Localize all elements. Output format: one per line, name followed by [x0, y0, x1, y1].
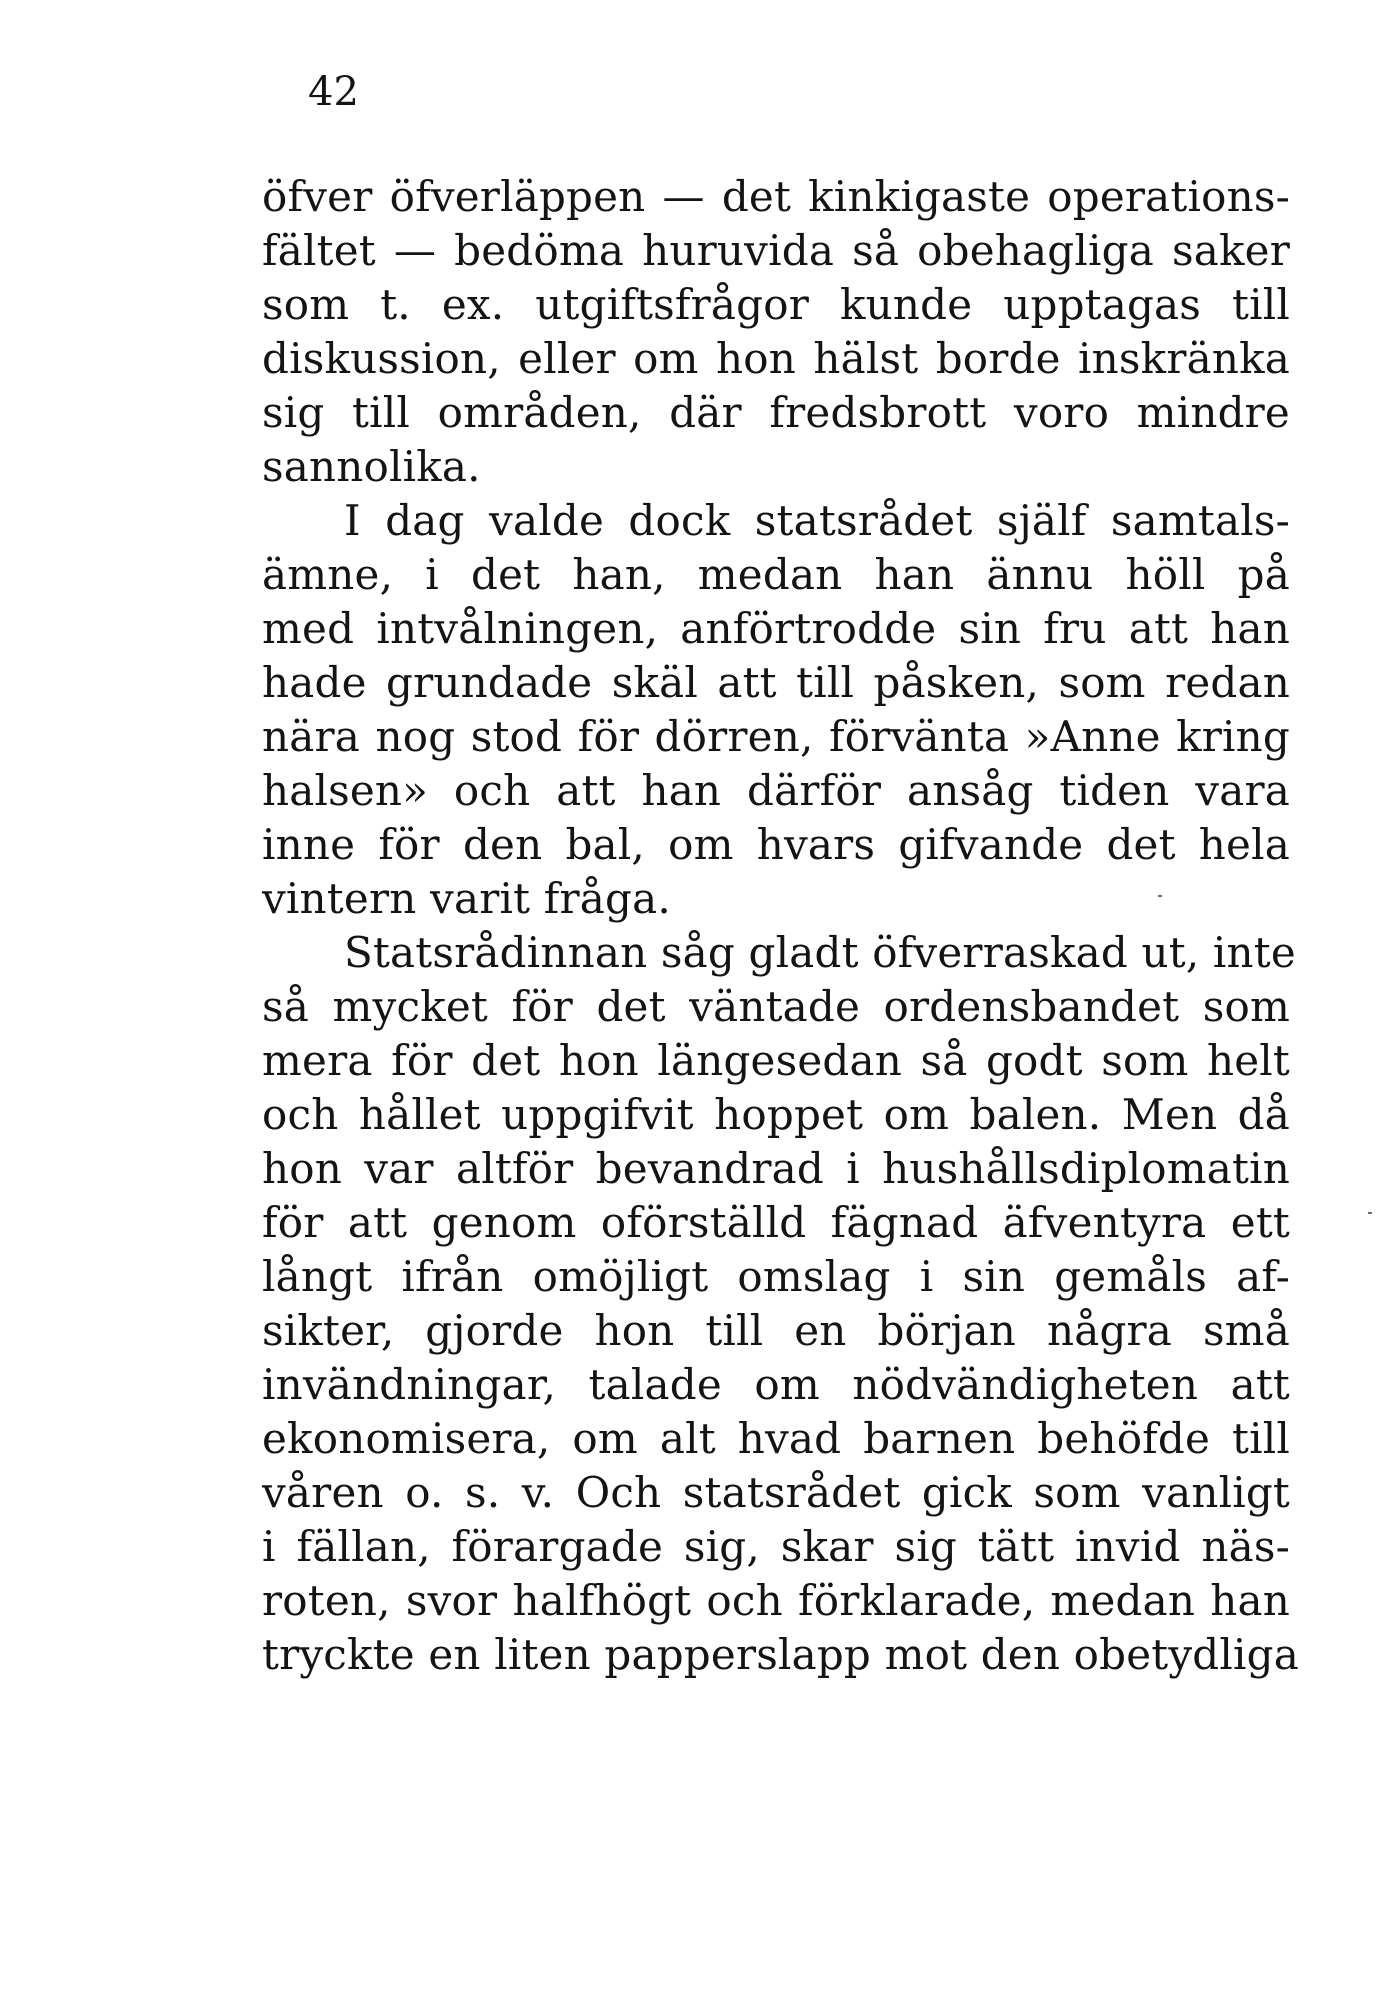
text-line: som t. ex. utgiftsfrågor kunde upptagas till [262, 280, 1290, 329]
text-line: sannolika. [262, 442, 481, 491]
text-line: så mycket för det väntade ordensbandet som [262, 982, 1290, 1031]
text-line: våren o. s. v. Och statsrådet gick som vanligt [262, 1468, 1290, 1517]
text-line: halsen» och att han därför ansåg tiden vara [262, 766, 1290, 815]
text-line: och hållet uppgifvit hoppet om balen. Men då [262, 1090, 1290, 1139]
text-line: hon var altför bevandrad i hushållsdiplomatin [262, 1144, 1290, 1193]
text-line: fältet — bedöma huruvida så obehagliga saker [262, 226, 1290, 275]
text-line: sikter, gjorde hon till en början några små [262, 1306, 1290, 1355]
text-line: i fällan, förargade sig, skar sig tätt invid näs- [262, 1522, 1290, 1571]
text-line: öfver öfverläppen — det kinkigaste operations- [262, 172, 1290, 221]
text-line: med intvålningen, anförtrodde sin fru att han [262, 604, 1290, 653]
text-line: hade grundade skäl att till påsken, som redan [262, 658, 1290, 707]
text-line: för att genom oförställd fägnad äfventyra ett [262, 1198, 1290, 1247]
text-line: Statsrådinnan såg gladt öfverraskad ut, inte [344, 928, 1296, 977]
text-line: diskussion, eller om hon hälst borde inskränka [262, 334, 1290, 383]
text-line: ekonomisera, om alt hvad barnen behöfde till [262, 1414, 1290, 1463]
text-line: roten, svor halfhögt och förklarade, medan han [262, 1576, 1290, 1625]
print-speck [1368, 1212, 1372, 1214]
text-line: sig till områden, där fredsbrott voro mindre [262, 388, 1290, 437]
text-line: invändningar, talade om nödvändigheten att [262, 1360, 1290, 1409]
text-line: nära nog stod för dörren, förvänta »Anne kring [262, 712, 1290, 761]
page-number: 42 [308, 69, 359, 115]
text-line: långt ifrån omöjligt omslag i sin gemåls af- [262, 1252, 1290, 1301]
text-line: ämne, i det han, medan han ännu höll på [262, 550, 1290, 599]
text-line: inne för den bal, om hvars gifvande det hela [262, 820, 1290, 869]
text-line: tryckte en liten papperslapp mot den obetydliga [262, 1630, 1299, 1679]
body-text [262, 170, 1299, 1682]
text-line: I dag valde dock statsrådet själf samtals- [344, 496, 1290, 545]
text-line: mera för det hon längesedan så godt som helt [262, 1036, 1290, 1085]
print-speck [1158, 895, 1162, 897]
text-line: vintern varit fråga. [262, 874, 671, 923]
